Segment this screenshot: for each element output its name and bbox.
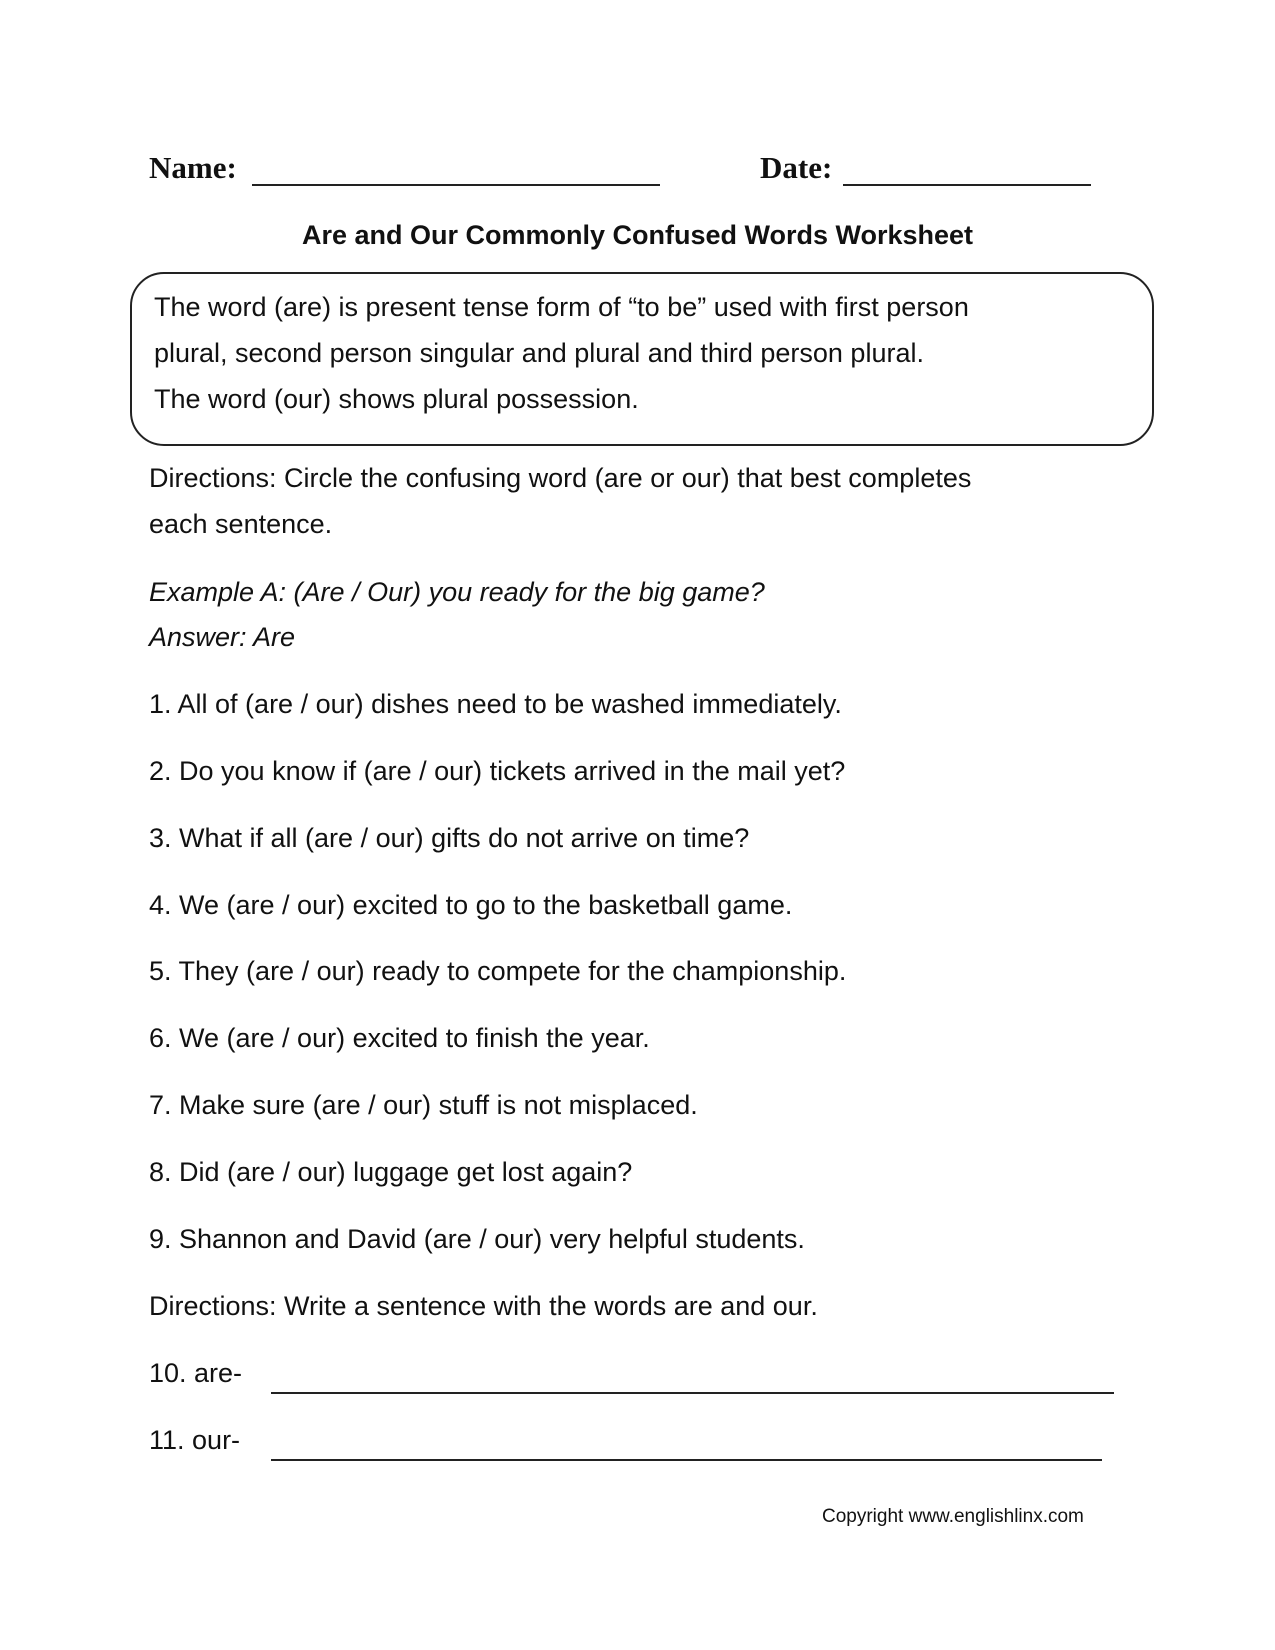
name-input-line[interactable] xyxy=(252,184,660,186)
worksheet-title: Are and Our Commonly Confused Words Worksheet xyxy=(301,220,974,250)
question-item: 1. All of (are / our) dishes need to be washed immediately. xyxy=(149,689,842,719)
definition-line: The word (our) shows plural possession. xyxy=(154,384,639,414)
q11-label: 11. our- xyxy=(149,1425,241,1455)
question-item: 4. We (are / our) excited to go to the basketball game. xyxy=(149,890,793,920)
question-item: 3. What if all (are / our) gifts do not arrive on time? xyxy=(149,823,750,853)
directions-text: Directions: Write a sentence with the words are and our. xyxy=(149,1291,818,1321)
question-item: 6. We (are / our) excited to finish the year. xyxy=(149,1023,650,1053)
copyright-text: Copyright www.englishlinx.com xyxy=(822,1506,1084,1527)
date-label: Date: xyxy=(760,150,833,185)
question-item: 8. Did (are / our) luggage get lost again? xyxy=(149,1157,633,1187)
example-answer: Answer: Are xyxy=(149,622,296,652)
directions-text: each sentence. xyxy=(149,509,333,539)
question-item: 7. Make sure (are / our) stuff is not misplaced. xyxy=(149,1090,698,1120)
date-input-line[interactable] xyxy=(843,184,1091,186)
q10-answer-line[interactable] xyxy=(271,1392,1114,1394)
question-item: 2. Do you know if (are / our) tickets arrived in the mail yet? xyxy=(149,756,846,786)
question-item: 5. They (are / our) ready to compete for the championship. xyxy=(149,956,847,986)
example-question: Example A: (Are / Our) you ready for the big game? xyxy=(149,577,765,607)
definition-line: The word (are) is present tense form of “to be” used with first person xyxy=(154,292,969,322)
directions-text: Directions: Circle the confusing word (are or our) that best completes xyxy=(149,463,972,493)
q10-label: 10. are- xyxy=(149,1358,243,1388)
definition-line: plural, second person singular and plural and third person plural. xyxy=(154,338,924,368)
question-item: 9. Shannon and David (are / our) very helpful students. xyxy=(149,1224,805,1254)
q11-answer-line[interactable] xyxy=(271,1459,1102,1461)
name-label: Name: xyxy=(149,150,237,185)
